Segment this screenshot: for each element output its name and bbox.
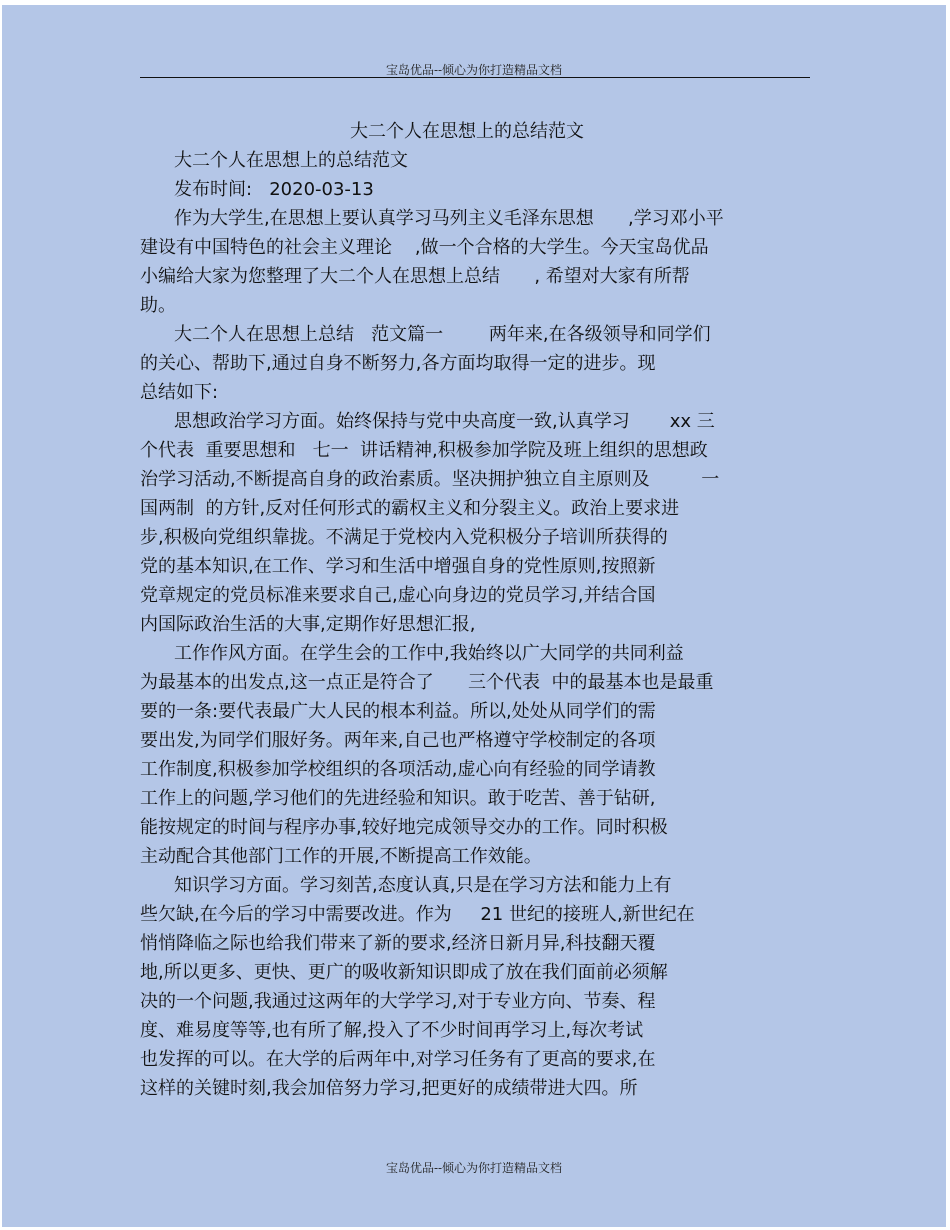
document-title: 大二个人在思想上的总结范文 (350, 121, 584, 142)
body-line: 决的一个问题,我通过这两年的大学学习,对于专业方向、节奏、程 (140, 991, 656, 1012)
body-line: 要的一条:要代表最广大人民的根本利益。所以,处处从同学们的需 (140, 701, 656, 722)
body-line: 能按规定的时间与程序办事,较好地完成领导交办的工作。同时积极 (140, 817, 668, 838)
body-line: 小编给大家为您整理了大二个人在思想上总结 , 希望对大家有所帮 (140, 266, 690, 287)
body-line: 总结如下: (140, 382, 219, 403)
body-line: 工作上的问题,学习他们的先进经验和知识。敢于吃苦、善于钻研, (140, 788, 656, 809)
page-header: 宝岛优品--倾心为你打造精品文档 (385, 63, 563, 77)
body-line: 知识学习方面。学习刻苦,态度认真,只是在学习方法和能力上有 (174, 875, 672, 896)
body-line: 步,积极向党组织靠拢。不满足于党校内入党积极分子培训所获得的 (140, 527, 668, 548)
body-line: 党的基本知识,在工作、学习和生活中增强自身的党性原则,按照新 (140, 556, 656, 577)
body-line: 也发挥的可以。在大学的后两年中,对学习任务有了更高的要求,在 (140, 1049, 656, 1070)
body-line: 大二个人在思想上总结 范文篇一 两年来,在各级领导和同学们 (174, 324, 711, 345)
body-line: 悄悄降临之际也给我们带来了新的要求,经济日新月异,科技翻天覆 (140, 933, 656, 954)
body-line: 工作制度,积极参加学校组织的各项活动,虚心向有经验的同学请教 (140, 759, 656, 780)
page-footer: 宝岛优品--倾心为你打造精品文档 (385, 1161, 563, 1175)
body-line: 要出发,为同学们服好务。两年来,自己也严格遵守学校制定的各项 (140, 730, 656, 751)
body-line: 作为大学生,在思想上要认真学习马列主义毛泽东思想 ,学习邓小平 (174, 208, 724, 229)
header-divider (140, 77, 810, 78)
body-line: 些欠缺,在今后的学习中需要改进。作为 21 世纪的接班人,新世纪在 (140, 904, 695, 925)
document-page (2, 5, 946, 1227)
body-line: 发布时间: 2020-03-13 (174, 179, 374, 200)
body-line: 主动配合其他部门工作的开展,不断提高工作效能。 (140, 846, 542, 867)
body-line: 为最基本的出发点,这一点正是符合了 三个代表 中的最基本也是最重 (140, 672, 714, 693)
body-line: 度、难易度等等,也有所了解,投入了不少时间再学习上,每次考试 (140, 1020, 644, 1041)
body-line: 建设有中国特色的社会主义理论 ,做一个合格的大学生。今天宝岛优品 (140, 237, 709, 258)
body-line: 地,所以更多、更快、更广的吸收新知识即成了放在我们面前必须解 (140, 962, 668, 983)
body-line: 党章规定的党员标准来要求自己,虚心向身边的党员学习,并结合国 (140, 585, 656, 606)
body-line: 大二个人在思想上的总结范文 (174, 150, 408, 171)
body-line: 治学习活动,不断提高自身的政治素质。坚决拥护独立自主原则及 一 (140, 469, 720, 490)
body-line: 思想政治学习方面。始终保持与党中央高度一致,认真学习 xx 三 (174, 411, 715, 432)
body-line: 内国际政治生活的大事,定期作好思想汇报, (140, 614, 476, 635)
body-line: 国两制 的方针,反对任何形式的霸权主义和分裂主义。政治上要求进 (140, 498, 680, 519)
body-line: 工作作风方面。在学生会的工作中,我始终以广大同学的共同利益 (174, 643, 684, 664)
body-line: 这样的关键时刻,我会加倍努力学习,把更好的成绩带进大四。所 (140, 1078, 638, 1099)
body-line: 的关心、帮助下,通过自身不断努力,各方面均取得一定的进步。现 (140, 353, 656, 374)
body-line: 个代表 重要思想和 七一 讲话精神,积极参加学院及班上组织的思想政 (140, 440, 708, 461)
body-line: 助。 (140, 295, 176, 316)
